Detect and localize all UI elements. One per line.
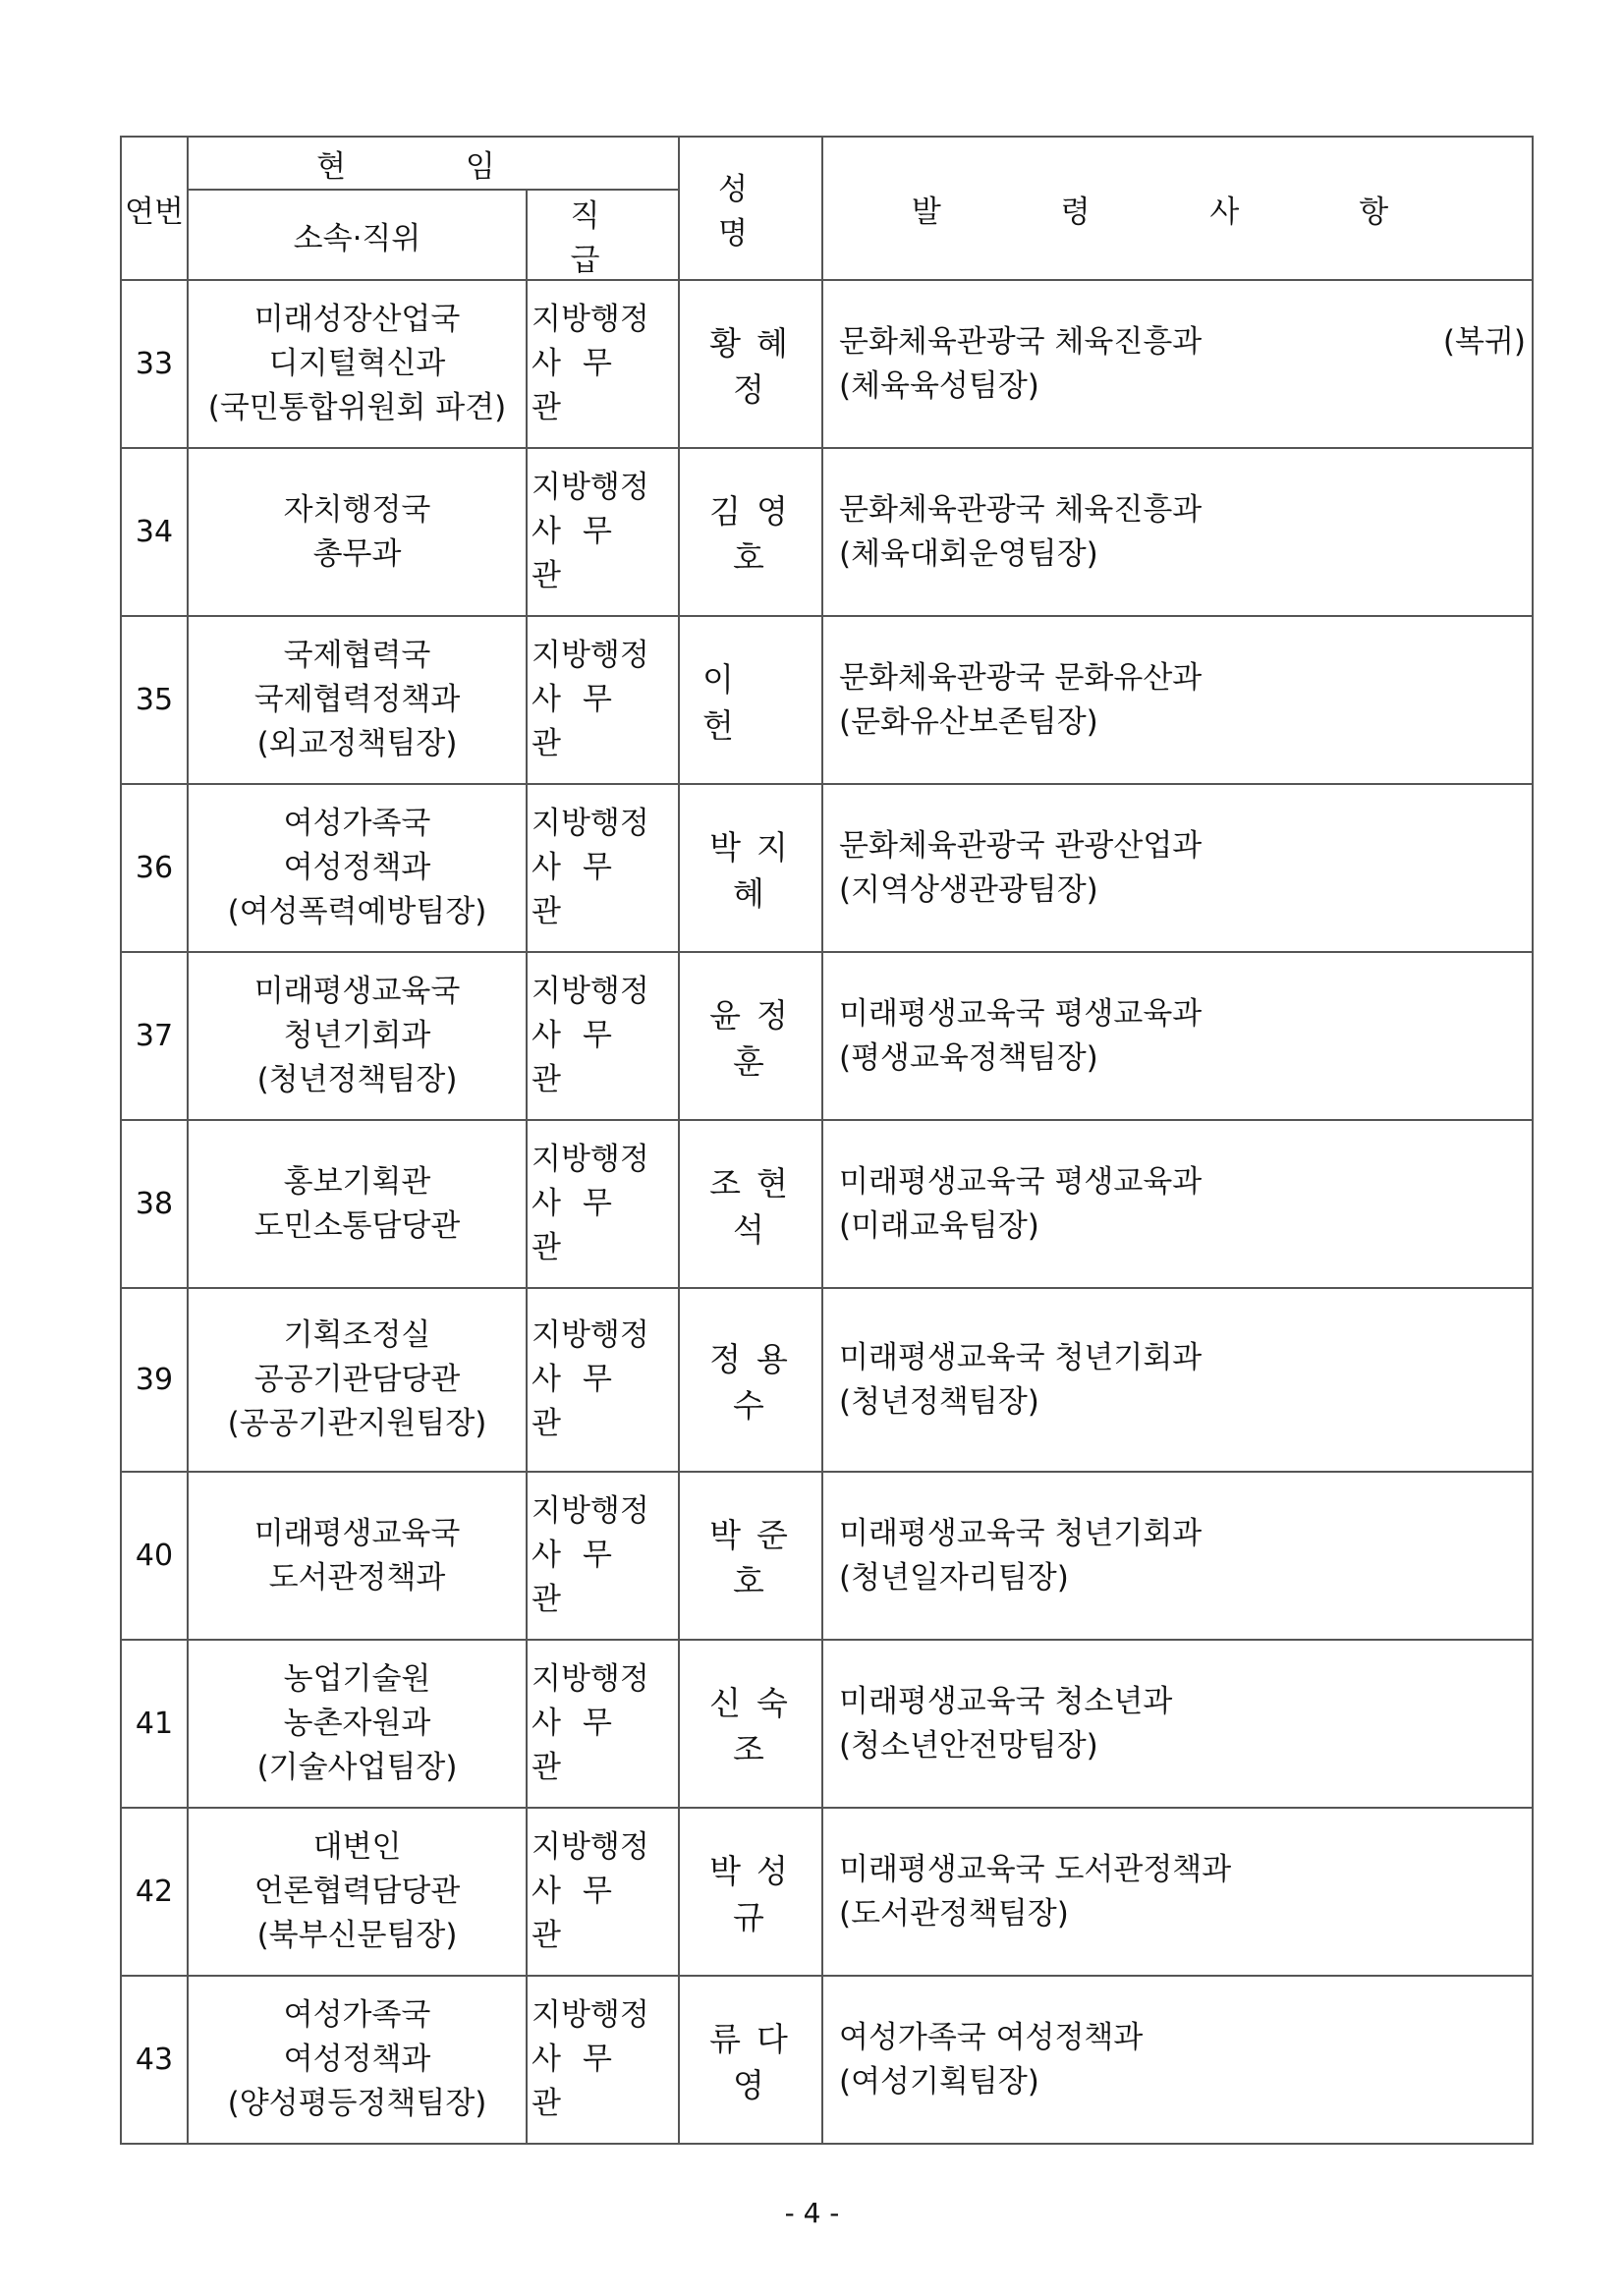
order-line: (지역상생관광팀장) (839, 871, 1098, 908)
table-row (121, 1976, 1533, 2144)
rank (527, 1288, 679, 1472)
rank-line: 사무관 (532, 1018, 634, 1097)
table-header (121, 137, 1533, 280)
org-position (188, 280, 527, 448)
order-line: 문화체육관광국 체육진흥과 (839, 323, 1203, 360)
org-position (188, 1640, 527, 1808)
order-line: 미래평생교육국 평생교육과 (839, 995, 1203, 1032)
org-line: (북부신문팀장) (256, 1918, 458, 1953)
appointment-order (822, 1640, 1533, 1808)
order-line: (체육육성팀장) (839, 367, 1039, 404)
person-name: 김영호 (679, 448, 822, 616)
header-order: 발 령 사 항 (822, 137, 1533, 280)
rank-line: 지방행정 (532, 638, 649, 673)
rank-line: 지방행정 (532, 1829, 649, 1865)
org-line: 대변인 (312, 1829, 402, 1865)
order-line: 문화체육관광국 관광산업과 (839, 827, 1203, 864)
order-line: (청소년안전망팀장) (839, 1727, 1098, 1764)
person-name: 이헌 (679, 616, 822, 784)
appointment-order (822, 1808, 1533, 1976)
rank (527, 1640, 679, 1808)
table-row (121, 952, 1533, 1120)
table-row (121, 1288, 1533, 1472)
person-name: 박준호 (679, 1472, 822, 1640)
person-name: 정용수 (679, 1288, 822, 1472)
org-line: 총무과 (312, 535, 402, 572)
order-line: (여성기획팀장) (839, 2063, 1039, 2100)
order-line: 미래평생교육국 평생교육과 (839, 1163, 1203, 1200)
row-number: 33 (121, 280, 188, 448)
order-line: 문화체육관광국 체육진흥과 (839, 491, 1203, 528)
org-line: 여성가족국 (283, 1997, 431, 2033)
person-name: 류다영 (679, 1976, 822, 2144)
org-line: 국제협력국 (283, 638, 431, 673)
org-position (188, 616, 527, 784)
header-name: 성 명 (679, 137, 822, 280)
row-number: 40 (121, 1472, 188, 1640)
table-row (121, 280, 1533, 448)
rank-line: 사무관 (532, 1874, 634, 1953)
person-name: 신숙조 (679, 1640, 822, 1808)
order-line: (체육대회운영팀장) (839, 535, 1098, 572)
org-line: 미래평생교육국 (253, 1515, 461, 1551)
rank-line: 지방행정 (532, 1142, 649, 1177)
order-line: 미래평생교육국 청년기회과 (839, 1515, 1203, 1551)
org-line: 미래성장산업국 (253, 302, 461, 337)
rank (527, 784, 679, 952)
row-number: 41 (121, 1640, 188, 1808)
org-position (188, 952, 527, 1120)
org-position (188, 1120, 527, 1288)
org-line: 여성정책과 (283, 850, 431, 885)
header-no: 연번 (121, 137, 188, 280)
table-body (121, 280, 1533, 2144)
person-name: 조현석 (679, 1120, 822, 1288)
order-line: (문화유산보존팀장) (839, 703, 1098, 740)
table-row (121, 448, 1533, 616)
rank-line: 지방행정 (532, 1317, 649, 1353)
rank-line: 사무관 (532, 2042, 634, 2121)
rank-line: 지방행정 (532, 1493, 649, 1529)
appointment-order (822, 952, 1533, 1120)
rank-line: 사무관 (532, 346, 634, 425)
org-position (188, 1808, 527, 1976)
org-line: 도민소통담당관 (253, 1207, 461, 1244)
org-line: 도서관정책과 (268, 1559, 446, 1596)
org-line: (국민통합위원회 파견) (207, 390, 507, 425)
order-line: 여성가족국 여성정책과 (839, 2019, 1144, 2055)
row-number: 35 (121, 616, 188, 784)
rank-line: 사무관 (532, 850, 634, 929)
order-note: (복귀) (1442, 323, 1526, 360)
org-line: 언론협력담당관 (253, 1874, 461, 1909)
row-number: 43 (121, 1976, 188, 2144)
person-name: 박성규 (679, 1808, 822, 1976)
org-line: 여성가족국 (283, 806, 431, 841)
org-position (188, 784, 527, 952)
rank (527, 448, 679, 616)
table-row (121, 616, 1533, 784)
rank-line: 지방행정 (532, 302, 649, 337)
row-number: 42 (121, 1808, 188, 1976)
row-number: 39 (121, 1288, 188, 1472)
rank (527, 280, 679, 448)
header-org: 소속·직위 (188, 190, 527, 280)
appointment-order (822, 1472, 1533, 1640)
org-line: 미래평생교육국 (253, 974, 461, 1009)
order-line: (평생교육정책팀장) (839, 1039, 1098, 1076)
appointment-order (822, 616, 1533, 784)
order-line: 미래평생교육국 청소년과 (839, 1683, 1173, 1719)
table-row (121, 1808, 1533, 1976)
order-line: 미래평생교육국 도서관정책과 (839, 1851, 1232, 1887)
appointment-order (822, 784, 1533, 952)
org-line: 홍보기획관 (283, 1163, 431, 1200)
order-line: (도서관정책팀장) (839, 1895, 1069, 1932)
table-row (121, 1640, 1533, 1808)
rank (527, 1808, 679, 1976)
org-position (188, 448, 527, 616)
org-line: (여성폭력예방팀장) (227, 894, 487, 929)
order-line: 문화체육관광국 문화유산과 (839, 659, 1203, 696)
person-name: 박지혜 (679, 784, 822, 952)
org-position (188, 1472, 527, 1640)
header-current: 현 임 (188, 137, 679, 190)
org-line: 청년기회과 (283, 1018, 431, 1053)
org-position (188, 1976, 527, 2144)
rank (527, 1120, 679, 1288)
rank-line: 사무관 (532, 1538, 634, 1617)
rank-line: 사무관 (532, 1186, 634, 1265)
rank (527, 616, 679, 784)
org-line: 농업기술원 (283, 1661, 431, 1697)
org-line: 여성정책과 (283, 2042, 431, 2077)
appointment-order (822, 1976, 1533, 2144)
header-rank: 직 급 (527, 190, 679, 280)
table-row (121, 1472, 1533, 1640)
org-line: 국제협력정책과 (253, 682, 461, 717)
rank (527, 1472, 679, 1640)
table-row (121, 1120, 1533, 1288)
rank-line: 지방행정 (532, 1997, 649, 2033)
row-number: 37 (121, 952, 188, 1120)
org-line: (청년정책팀장) (256, 1062, 458, 1097)
appointment-order (822, 1120, 1533, 1288)
org-line: (기술사업팀장) (256, 1750, 458, 1785)
rank (527, 1976, 679, 2144)
org-line: 자치행정국 (283, 491, 431, 528)
row-number: 34 (121, 448, 188, 616)
rank-line: 사무관 (532, 1706, 634, 1785)
page-number: - 4 - (784, 2197, 840, 2229)
row-number: 36 (121, 784, 188, 952)
row-number: 38 (121, 1120, 188, 1288)
person-name: 윤정훈 (679, 952, 822, 1120)
order-line: 미래평생교육국 청년기회과 (839, 1339, 1203, 1375)
rank-line: 사무관 (532, 682, 634, 761)
org-line: 기획조정실 (283, 1317, 431, 1353)
org-line: 농촌자원과 (283, 1706, 431, 1741)
org-position (188, 1288, 527, 1472)
rank (527, 952, 679, 1120)
rank-line: 사무관 (532, 514, 634, 593)
order-line: (미래교육팀장) (839, 1207, 1039, 1244)
org-line: (외교정책팀장) (256, 726, 458, 761)
org-line: (공공기관지원팀장) (227, 1406, 487, 1441)
order-line: (청년일자리팀장) (839, 1559, 1069, 1596)
appointment-order (822, 280, 1533, 448)
rank-line: 지방행정 (532, 470, 649, 505)
person-name: 황혜정 (679, 280, 822, 448)
org-line: (양성평등정책팀장) (227, 2086, 487, 2121)
appointment-order (822, 448, 1533, 616)
rank-line: 지방행정 (532, 974, 649, 1009)
org-line: 공공기관담당관 (253, 1362, 461, 1397)
rank-line: 지방행정 (532, 1661, 649, 1697)
rank-line: 사무관 (532, 1362, 634, 1441)
appointment-table (120, 136, 1534, 2145)
org-line: 디지털혁신과 (268, 346, 446, 381)
appointment-order (822, 1288, 1533, 1472)
rank-line: 지방행정 (532, 806, 649, 841)
table-row (121, 784, 1533, 952)
order-line: (청년정책팀장) (839, 1383, 1039, 1420)
